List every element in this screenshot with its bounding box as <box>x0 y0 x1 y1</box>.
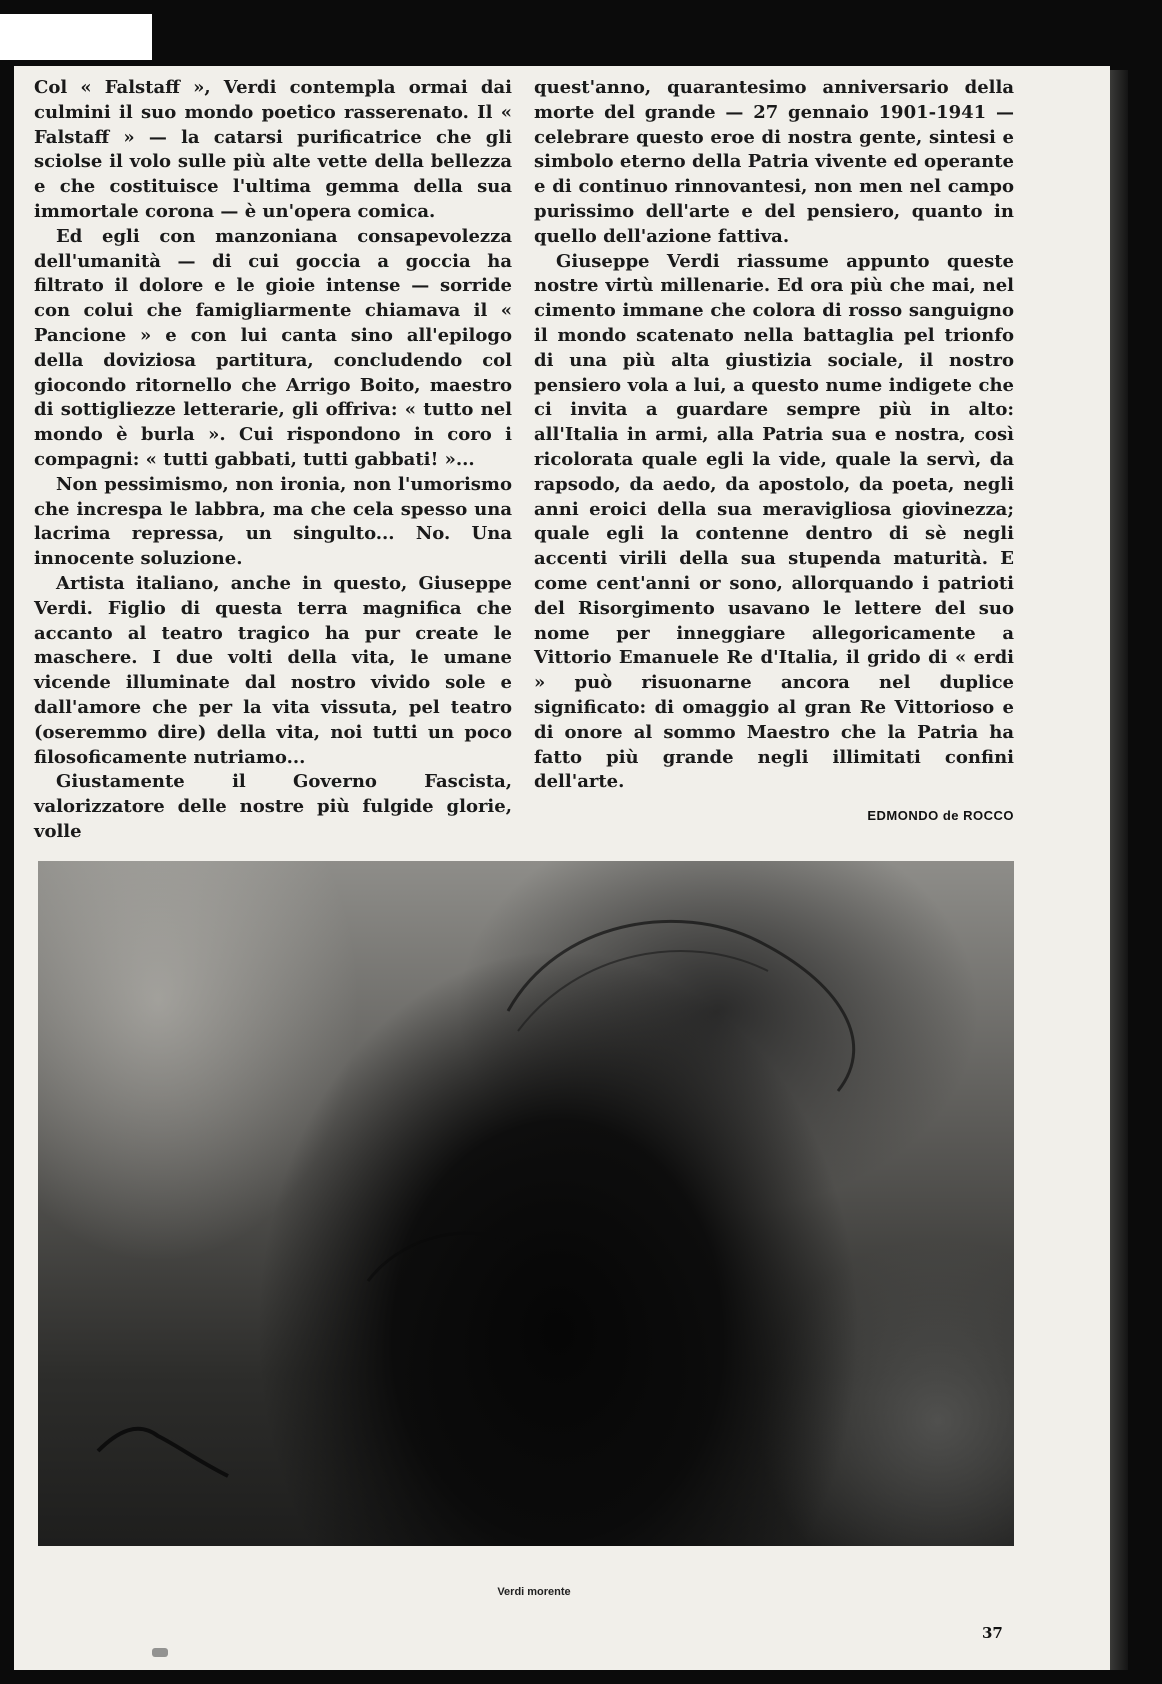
paragraph: Artista italiano, anche in questo, Giuseppe Verdi. Figlio di questa terra magnifica che accanto al teatro tragico ha pur create le maschere. I due volti della vita, le umane vicende illuminate dal nostro vivido sole e dall'amore che per la vita vissuta, pel teatro (oseremmo dire) della vita, noi tutti un poco filosoficamente nutriamo... <box>34 572 512 768</box>
page-edge <box>1110 70 1128 1670</box>
paragraph: Ed egli con manzoniana consapevolezza dell'umanità — di cui goccia a goccia ha filtrato il dolore e le gioie intense — sorride con colui che famigliarmente chiamava il « Pancione » e con lui canta sino all'epilogo della doviziosa partitura, concludendo col giocondo ritornello che Arrigo Boito, maestro di sottigliezze letterarie, gli offriva: « tutto nel mondo è burla ». Cui rispondono in coro i compagni: « tutti gabbati, tutti gabbati! »... <box>34 225 512 470</box>
portrait-sketch-lines <box>38 861 1014 1546</box>
paragraph: Giuseppe Verdi riassume appunto queste nostre virtù millenarie. Ed ora più che mai, nel cimento immane che colora di rosso sanguigno il mondo scatenato nella battaglia pel trionfo di una più alta giustizia sociale, il nostro pensiero vola a lui, a questo nume indigete che ci invita a guardare sempre più in alto: all'Italia in armi, alla Patria sua e nostra, così ricolorata quale egli la vide, quale la servì, da rapsodo, da aedo, da apostolo, da poeta, negli anni eroici della sua meravigliosa giovinezza; quale egli la contenne dentro di sè negli accenti virili della sua stupenda maturità. E come cent'anni or sono, allorquando i patrioti del Risorgimento usavano le lettere del suo nome per inneggiare allegoricamente a Vittorio Emanuele Re d'Italia, il grido di « erdi » può risuonarne ancora nel duplice significato: di omaggio al gran Re Vittorioso e di onore al sommo Maestro che la Patria ha fatto più grande negli illimitati confini dell'arte. <box>534 250 1014 793</box>
paragraph: quest'anno, quarantesimo anniversario della morte del grande — 27 gennaio 1901-1941 — celebrare questo eroe di nostra gente, sintesi e simbolo eterno della Patria vivente ed operante e di continuo rinnovantesi, non men nel campo purissimo dell'arte e del pensiero, quanto in quello dell'azione fattiva. <box>534 77 1014 247</box>
author-signature: EDMONDO de ROCCO <box>867 808 1014 823</box>
paragraph: Giustamente il Governo Fascista, valorizzatore delle nostre più fulgide glorie, volle <box>34 771 512 842</box>
verdi-portrait-drawing <box>38 861 1014 1546</box>
scan-label-patch <box>0 14 152 60</box>
page-number: 37 <box>982 1624 1003 1642</box>
paragraph: Col « Falstaff », Verdi contempla ormai dai culmini il suo mondo poetico rasserenato. Il « Falstaff » — la catarsi purificatrice che gli sciolse il volo sulle più alte vette della bellezza e che costituisce l'ultima gemma della sua immortale corona — è un'opera comica. <box>34 77 512 222</box>
print-smudge <box>152 1648 168 1657</box>
paragraph: Non pessimismo, non ironia, non l'umorismo che increspa le labbra, ma che cela spesso una lacrima repressa, un singulto... No. Una innocente soluzione. <box>34 473 512 570</box>
figure-caption: Verdi morente <box>497 1586 571 1598</box>
article-left-column <box>34 76 512 845</box>
article-right-column <box>534 76 1014 795</box>
magazine-page <box>14 66 1110 1670</box>
